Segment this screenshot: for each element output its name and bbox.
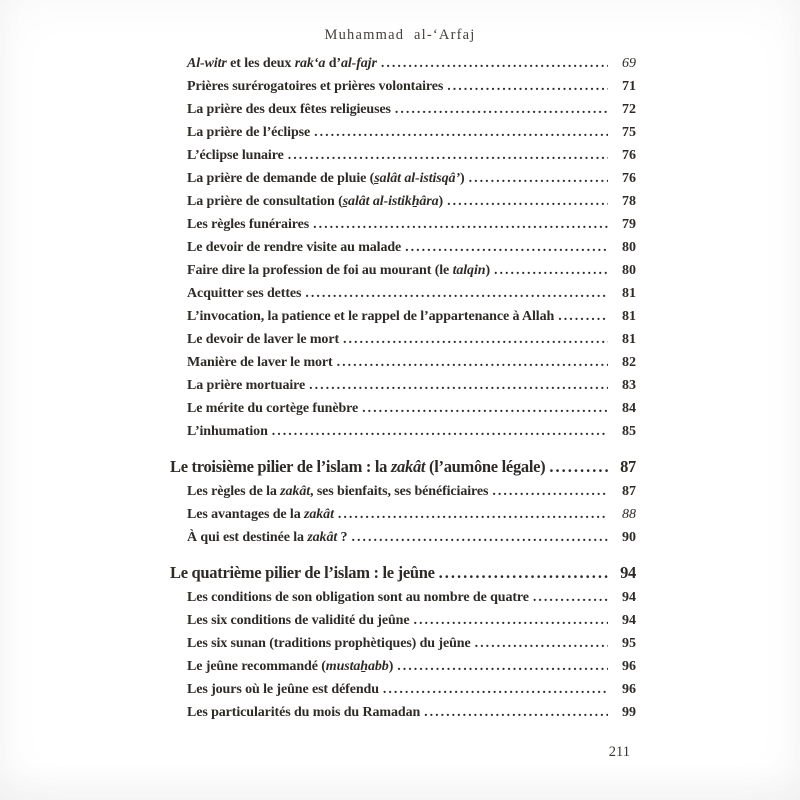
toc-entry <box>170 52 636 75</box>
entry-title: Le quatrième pilier de l’islam : le jeûne <box>170 563 435 582</box>
running-header: Muhammad al-‘Arfaj <box>324 27 476 43</box>
entry-title: À qui est destinée la zakât ? <box>187 530 348 545</box>
entry-page-number: 84 <box>622 401 636 416</box>
entry-page-number: 99 <box>622 705 636 720</box>
entry-page-number: 80 <box>622 240 636 255</box>
dot-leader <box>272 420 608 443</box>
dot-leader <box>351 526 608 549</box>
entry-title: Le jeûne recommandé (mustaẖabb) <box>187 659 394 674</box>
entry-page-number: 81 <box>622 332 636 347</box>
entry-title: La prière de demande de pluie (s̱alât al-istisqâ’) <box>187 171 465 186</box>
entry-page-number: 69 <box>622 56 636 71</box>
entry-title: L’invocation, la patience et le rappel de l’appartenance à Allah <box>187 309 555 324</box>
entry-title: Prières surérogatoires et prières volontaires <box>187 79 444 94</box>
entry-title: Les avantages de la zakât <box>187 507 334 522</box>
toc-entry <box>170 503 636 526</box>
dot-leader <box>362 397 608 420</box>
dot-leader <box>343 328 608 351</box>
entry-title: Manière de laver le mort <box>187 355 333 370</box>
entry-page-number: 90 <box>622 530 636 545</box>
entry-page-number: 76 <box>622 171 636 186</box>
entry-page-number: 79 <box>622 217 636 232</box>
dot-leader <box>469 167 608 190</box>
entry-page-number: 78 <box>622 194 636 209</box>
entry-title: Les règles de la zakât, ses bienfaits, ses bénéficiaires <box>187 484 489 499</box>
dot-leader <box>309 374 608 397</box>
dot-leader <box>492 480 608 503</box>
entry-page-number: 87 <box>620 457 636 476</box>
entry-page-number: 94 <box>622 590 636 605</box>
dot-leader <box>338 503 608 526</box>
entry-title: Al-witr et les deux rak‘a d’al-fajr <box>187 56 377 71</box>
toc-entry <box>170 526 636 549</box>
entry-page-number: 95 <box>622 636 636 651</box>
entry-title: Acquitter ses dettes <box>187 286 302 301</box>
entry-page-number: 88 <box>622 507 636 522</box>
entry-title: Le mérite du cortège funèbre <box>187 401 359 416</box>
dot-leader <box>397 655 608 678</box>
entry-title: Les règles funéraires <box>187 217 310 232</box>
toc-entry <box>170 328 636 351</box>
dot-leader <box>413 609 608 632</box>
toc-entry <box>170 701 636 724</box>
toc-entry <box>170 121 636 144</box>
dot-leader <box>447 190 608 213</box>
dot-leader <box>533 586 608 609</box>
toc-entry <box>170 167 636 190</box>
entry-page-number: 96 <box>622 659 636 674</box>
dot-leader <box>405 236 608 259</box>
toc-heading <box>170 560 636 585</box>
toc-entry <box>170 678 636 701</box>
entry-title: La prière de l’éclipse <box>187 125 311 140</box>
dot-leader <box>494 259 608 282</box>
dot-leader <box>549 454 608 479</box>
entry-page-number: 94 <box>620 563 636 582</box>
entry-title: L’éclipse lunaire <box>187 148 284 163</box>
entry-title: Faire dire la profession de foi au mourant (le talqin) <box>187 263 490 278</box>
toc-entry <box>170 586 636 609</box>
entry-page-number: 81 <box>622 309 636 324</box>
toc-entry <box>170 480 636 503</box>
toc-entry <box>170 259 636 282</box>
entry-page-number: 76 <box>622 148 636 163</box>
dot-leader <box>305 282 608 305</box>
entry-page-number: 94 <box>622 613 636 628</box>
page-number: 211 <box>608 744 630 760</box>
dot-leader <box>337 351 608 374</box>
entry-title: La prière mortuaire <box>187 378 306 393</box>
entry-title: Les conditions de son obligation sont au nombre de quatre <box>187 590 529 605</box>
toc-entry <box>170 75 636 98</box>
toc-entry <box>170 374 636 397</box>
dot-leader <box>447 75 608 98</box>
entry-page-number: 96 <box>622 682 636 697</box>
toc-entry <box>170 144 636 167</box>
entry-page-number: 82 <box>622 355 636 370</box>
entry-page-number: 75 <box>622 125 636 140</box>
entry-page-number: 87 <box>622 484 636 499</box>
entry-title: La prière des deux fêtes religieuses <box>187 102 391 117</box>
dot-leader <box>383 678 608 701</box>
dot-leader <box>424 701 608 724</box>
entry-title: Le devoir de laver le mort <box>187 332 340 347</box>
entry-title: L’inhumation <box>187 424 268 439</box>
entry-title: Le devoir de rendre visite au malade <box>187 240 402 255</box>
entry-page-number: 85 <box>622 424 636 439</box>
entry-page-number: 71 <box>622 79 636 94</box>
toc-entry <box>170 213 636 236</box>
dot-leader <box>558 305 608 328</box>
entry-title: Les six conditions de validité du jeûne <box>187 613 410 628</box>
toc-heading <box>170 454 636 479</box>
dot-leader <box>395 98 608 121</box>
toc-entry <box>170 98 636 121</box>
dot-leader <box>439 560 608 585</box>
toc-entry <box>170 190 636 213</box>
entry-page-number: 72 <box>622 102 636 117</box>
toc-entry <box>170 397 636 420</box>
entry-title: Les six sunan (traditions prophètiques) du jeûne <box>187 636 471 651</box>
dot-leader <box>381 52 608 75</box>
entry-title: La prière de consultation (s̱alât al-istikẖâra) <box>187 194 444 209</box>
entry-page-number: 81 <box>622 286 636 301</box>
entry-title: Les particularités du mois du Ramadan <box>187 705 421 720</box>
toc-entry <box>170 420 636 443</box>
toc-entry <box>170 305 636 328</box>
toc-entry <box>170 236 636 259</box>
dot-leader <box>313 213 608 236</box>
toc-entry <box>170 351 636 374</box>
toc-entry <box>170 655 636 678</box>
entry-page-number: 83 <box>622 378 636 393</box>
dot-leader <box>314 121 608 144</box>
dot-leader <box>475 632 608 655</box>
toc-entry <box>170 609 636 632</box>
toc-entry <box>170 632 636 655</box>
entry-page-number: 80 <box>622 263 636 278</box>
entry-title: Les jours où le jeûne est défendu <box>187 682 379 697</box>
entry-title: Le troisième pilier de l’islam : la zakât (l’aumône légale) <box>170 457 546 476</box>
toc-list <box>170 52 636 724</box>
toc-entry <box>170 282 636 305</box>
dot-leader <box>288 144 608 167</box>
